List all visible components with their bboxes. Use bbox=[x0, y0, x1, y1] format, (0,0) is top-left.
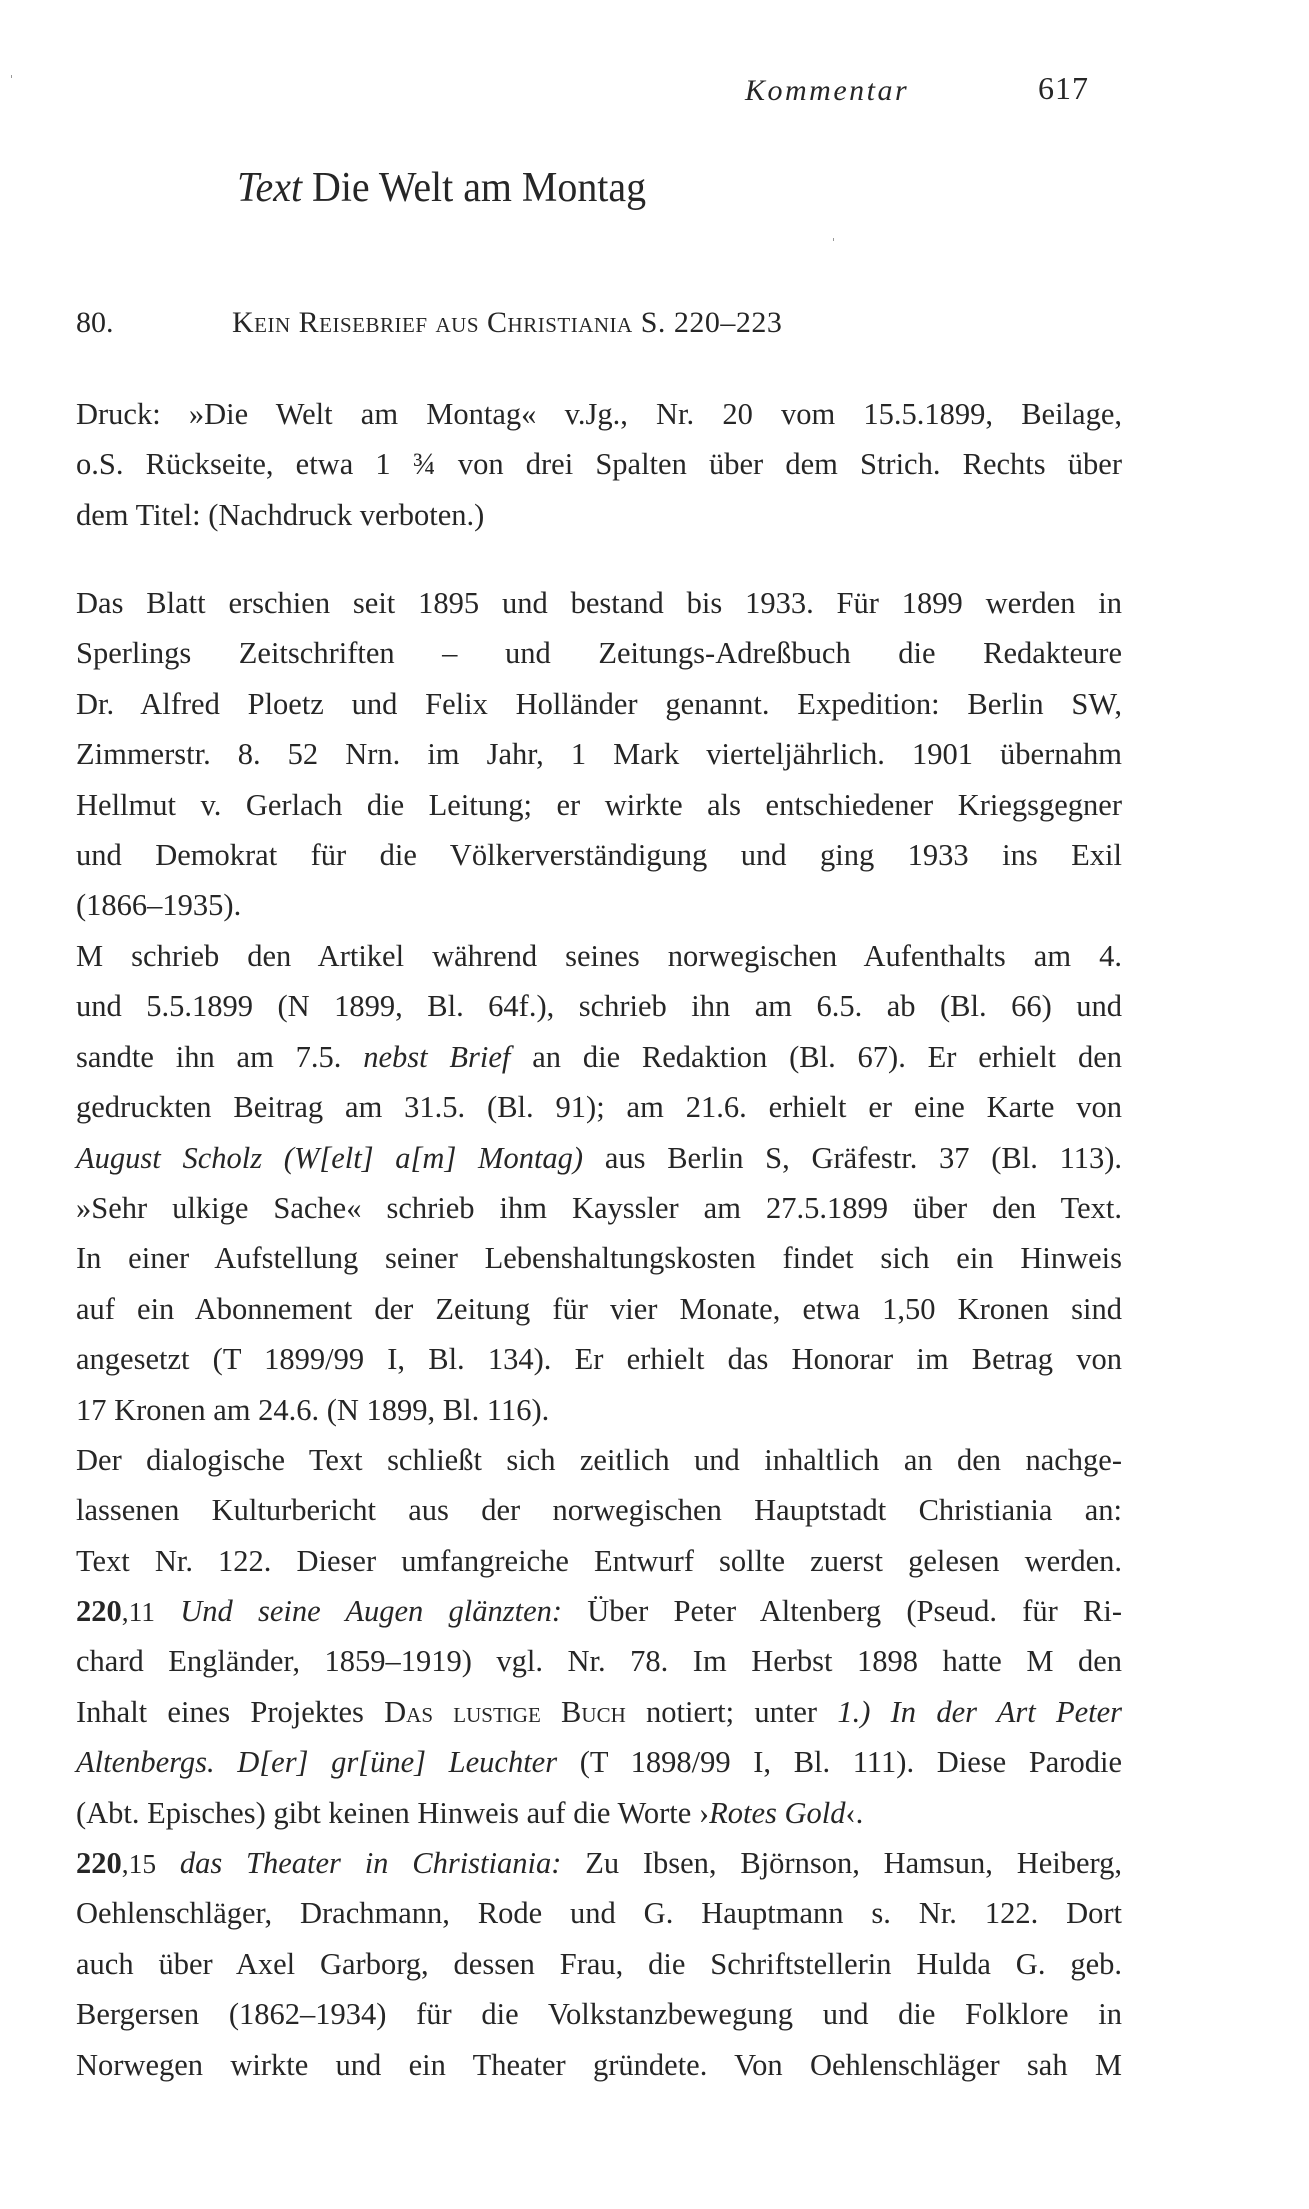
text-line: M schrieb den Artikel während seines norwegischen Aufenthalts am 4. bbox=[76, 939, 1122, 973]
text-line: dem Titel: (Nachdruck verboten.) bbox=[76, 497, 485, 532]
section-title-rest: Die Welt am Montag bbox=[312, 165, 647, 211]
text-line: Bergersen (1862–1934) für die Volkstanzbewegung und die Folklore in bbox=[76, 1997, 1122, 2032]
italic-run: 1.) In der Art Peter bbox=[837, 1694, 1123, 1729]
text-line bbox=[76, 1788, 1122, 1838]
entry-pages: S. 220–223 bbox=[640, 306, 783, 339]
note-220-11-line bbox=[76, 1586, 1122, 1636]
note-ref-page: 220 bbox=[76, 1594, 122, 1629]
section-title bbox=[237, 164, 646, 212]
text-run: Über Peter Altenberg (Pseud. für Ri- bbox=[587, 1594, 1122, 1629]
paragraph-druck bbox=[76, 389, 1122, 540]
text-line: auch über Axel Garborg, dessen Frau, die Schriftstellerin Hulda G. geb. bbox=[76, 1946, 1122, 1981]
text-line bbox=[76, 1737, 1122, 1787]
text-line: 17 Kronen am 24.6. (N 1899, Bl. 116). bbox=[76, 1392, 550, 1427]
note-lemma: Und seine Augen glänzten: bbox=[180, 1594, 563, 1629]
page-number: 617 bbox=[1038, 70, 1089, 106]
scan-speck bbox=[11, 75, 12, 78]
text-run: sandte ihn am 7.5. bbox=[76, 1039, 342, 1074]
text-line: Hellmut v. Gerlach die Leitung; er wirkte als entschiedener Kriegsgegner bbox=[76, 787, 1122, 822]
entry-title: Kein Reisebrief aus Christiania bbox=[232, 306, 633, 339]
section-title-italic: Text bbox=[237, 165, 303, 211]
scan-speck bbox=[833, 238, 834, 241]
note-ref bbox=[76, 1846, 156, 1880]
text-line: In einer Aufstellung seiner Lebenshaltungskosten findet sich ein Hinweis bbox=[76, 1241, 1122, 1276]
text-line: und 5.5.1899 (N 1899, Bl. 64f.), schrieb ihn am 6.5. ab (Bl. 66) und bbox=[76, 989, 1122, 1024]
text-line: gedruckten Beitrag am 31.5. (Bl. 91); am 21.6. erhielt er eine Karte von bbox=[76, 1090, 1122, 1125]
text-run: Zu Ibsen, Björnson, Hamsun, Heiberg, bbox=[585, 1846, 1123, 1881]
text-line: lassenen Kulturbericht aus der norwegischen Hauptstadt Christiania an: bbox=[76, 1493, 1122, 1528]
text-line: (1866–1935). bbox=[76, 888, 242, 923]
text-line: Sperlings Zeitschriften – und Zeitungs-Adreßbuch die Redakteure bbox=[76, 636, 1122, 671]
text-line: o.S. Rückseite, etwa 1 ¾ von drei Spalten über dem Strich. Rechts über bbox=[76, 447, 1122, 482]
paragraph-blatt bbox=[76, 578, 1122, 931]
entry-heading bbox=[232, 306, 782, 340]
small-caps-title: Das lustige Buch bbox=[384, 1694, 626, 1729]
note-ref bbox=[76, 1594, 155, 1628]
text-line: Das Blatt erschien seit 1895 und bestand bis 1933. Für 1899 werden in bbox=[76, 586, 1122, 620]
text-line bbox=[76, 1687, 1122, 1737]
text-run: aus Berlin S, Gräfestr. 37 (Bl. 113). bbox=[604, 1140, 1123, 1175]
text-line: »Sehr ulkige Sache« schrieb ihm Kayssler am 27.5.1899 über den Text. bbox=[76, 1190, 1122, 1225]
note-ref-page: 220 bbox=[76, 1846, 122, 1881]
text-line: Zimmerstr. 8. 52 Nrn. im Jahr, 1 Mark vierteljährlich. 1901 übernahm bbox=[76, 737, 1122, 772]
text-line: Dr. Alfred Ploetz und Felix Holländer genannt. Expedition: Berlin SW, bbox=[76, 686, 1122, 721]
text-line bbox=[76, 1133, 1122, 1183]
text-line: Norwegen wirkte und ein Theater gründete. Von Oehlenschläger sah M bbox=[76, 2047, 1122, 2082]
running-head: Kommentar bbox=[745, 74, 910, 107]
text-line: Oehlenschläger, Drachmann, Rode und G. Hauptmann s. Nr. 122. Dort bbox=[76, 1896, 1122, 1931]
text-run: Inhalt eines Projektes bbox=[76, 1694, 364, 1729]
note-ref-line: ,15 bbox=[121, 1849, 157, 1880]
text-run: (Abt. Episches) gibt keinen Hinweis auf die Worte › bbox=[76, 1795, 710, 1830]
note-220-15-line bbox=[76, 1838, 1122, 1888]
text-run: notiert; unter bbox=[646, 1694, 818, 1729]
note-ref-line: ,11 bbox=[121, 1597, 156, 1628]
text-line bbox=[76, 1032, 1122, 1082]
italic-run: Altenbergs. D[er] gr[üne] Leuchter bbox=[76, 1745, 558, 1780]
paragraph-m-schrieb bbox=[76, 931, 1122, 2090]
entry-number: 80. bbox=[76, 306, 114, 339]
text-line: chard Engländer, 1859–1919) vgl. Nr. 78. Im Herbst 1898 hatte M den bbox=[76, 1644, 1122, 1679]
text-run: an die Redaktion (Bl. 67). Er erhielt den bbox=[532, 1039, 1123, 1074]
text-line: Text Nr. 122. Dieser umfangreiche Entwurf sollte zuerst gelesen werden. bbox=[76, 1543, 1122, 1578]
italic-run: nebst Brief bbox=[363, 1039, 511, 1074]
text-line: und Demokrat für die Völkerverständigung und ging 1933 ins Exil bbox=[76, 837, 1122, 872]
text-line: Druck: »Die Welt am Montag« v.Jg., Nr. 20 vom 15.5.1899, Beilage, bbox=[76, 397, 1122, 431]
text-line: Der dialogische Text schließt sich zeitlich und inhaltlich an den nachge- bbox=[76, 1442, 1122, 1477]
text-run: ‹. bbox=[845, 1795, 864, 1830]
text-line: angesetzt (T 1899/99 I, Bl. 134). Er erhielt das Honorar im Betrag von bbox=[76, 1342, 1122, 1377]
text-line: auf ein Abonnement der Zeitung für vier Monate, etwa 1,50 Kronen sind bbox=[76, 1291, 1122, 1326]
italic-run: August Scholz (W[elt] a[m] Montag) bbox=[76, 1140, 584, 1175]
text-run: (T 1898/99 I, Bl. 111). Diese Parodie bbox=[579, 1745, 1122, 1780]
italic-run: Rotes Gold bbox=[709, 1795, 846, 1830]
note-lemma: das Theater in Christiania: bbox=[179, 1846, 562, 1881]
